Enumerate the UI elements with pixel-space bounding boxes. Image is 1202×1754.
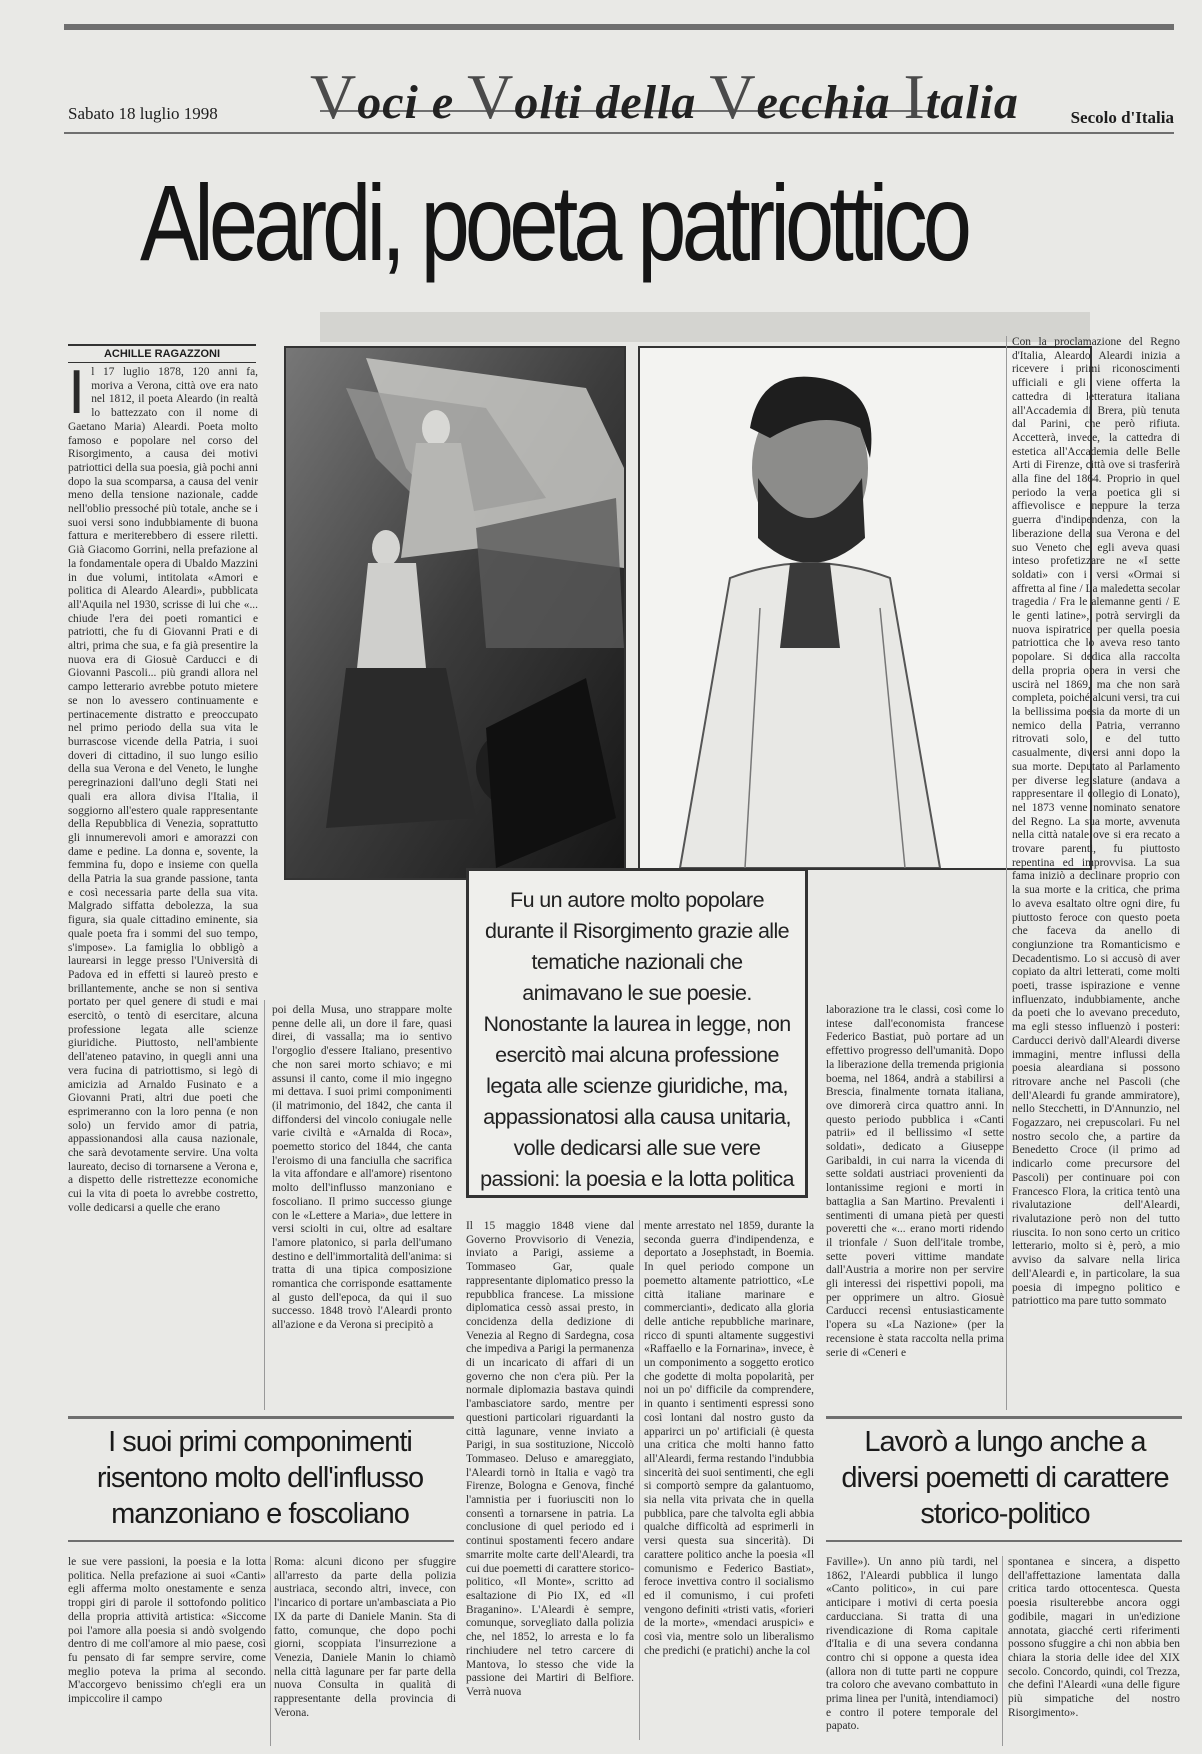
masthead-part-2: olti della (514, 76, 710, 129)
photo-banner (320, 312, 1090, 342)
issue-date: Sabato 18 luglio 1998 (68, 104, 218, 123)
column-divider (1002, 1556, 1003, 1746)
photo-painting (284, 346, 626, 880)
article-column-1 (68, 366, 258, 1246)
column-divider (270, 1556, 271, 1746)
top-rule (64, 24, 1174, 30)
masthead-cap-3: V (709, 61, 757, 132)
column-divider (264, 1000, 265, 1410)
masthead-cap-2: V (467, 61, 515, 132)
article-column-4: Con la proclamazione del Regno d'Italia, Aleardo Aleardi inizia a ricevere i primi riconoscimenti ufficiali e gli viene offerta la cattedra di letteratura italiana all'Accademia di Brera, più tenuta dal Parini, che però rifiuta. Accetterà, invece, la cattedra di estetica all'Accademia delle Belle Arti di Firenze, città ove si trasferirà alla fine del 1864. Proprio in quel periodo la vena poetica gli si affievolisce e neppure la terza guerra d'indipendenza, con la liberazione della sua Verona e del suo Veneto che egli aveva quasi inteso profetizzare ne «I sette soldati» con i versi «Ormai si affretta al fine / La maledetta secolar tragedia / Fra le alemanne genti / E le genti latine», potrà servirgli da nuova ispiratrice per quella poesia patriottica che lo aveva reso tanto popolare. Si dedica alla raccolta della propria opera in versi che uscirà nel 1869, ma che non sarà completa, poiché alcuni versi, tra cui la bellissima poesia da morte di un nemico della Patria, verranno ritrovati solo, e del tutto casualmente, diversi anni dopo la sua morte. Deputato al Parlamento per diverse legislature (andava a rappresentare il collegio di Lonato), nel 1873 venne nominato senatore del Regno. La sua morte, avvenuta nella città natale ove si era recato a trovare parenti, fu piuttosto repentina ed improvvisa. La sua fama iniziò a declinare proprio con la sua morte e la critica, che prima lo aveva esaltato oltre ogni dire, fu piuttosto feroce con questo poeta che faceva da anello di congiunzione tra Romanticismo e Decadentismo. Lo si accusò di aver copiato da altri letterati, come molti poeti, trasse ispirazione e venne influenzato, indubbiamente, anche da poeti che lo avevano preceduto, ma egli stesso influenzò i posteri: Carducci derivò dall'Aleardi diverse immagini, mentre influssi della poesia aleardiana si possono ritrovare anche nel Pascoli (che dell'Aleardi fu grande ammiratore), nello Stecchetti, in D'Annunzio, nel Fogazzaro, nei crepuscolari. Fu nel nostro secolo che, a partire da Benedetto Croce (il primo ad indicarlo come precursore del Pascoli) per continuare poi con Francesco Flora, la critica tentò una rivalutazione dell'Aleardi, rivalutazione però non del tutto riuscita. Io non sono certo un critico letterario, molto si è, però, a mio avviso da salvare nella lirica dell'Aleardi e, in particolare, la sua poesia di impegno politico e patriottico ma pare tutto sommato (1012, 336, 1180, 1308)
article-column-3: laborazione tra le classi, così come lo intese dall'economista francese Federico Bastiat, può portare ad un effettivo progresso dell'umanità. Dopo la liberazione della tremenda prigionia boema, nel 1864, andrà a stabilirsi a Brescia, finalmente tornata italiana, ove dimorerà circa quattro anni. In questo periodo pubblica i «Canti patrii» ed il bellissimo «I sette soldati», dedicato a Giuseppe Garibaldi, in cui narra la vicenda di sette soldati austriaci provenienti da lontanissime regioni e morti in battaglia a San Martino. Prevalenti i sentimenti di umana pietà per questi poveretti che «... erano morti ridendo il trionfale / Suon dell'itale trombe, sette poveri vittime mandate dall'Austria a morire non per servire gli interessi dei rispettivi popoli, ma per opprimere un altro. Giosuè Carducci recensì entusiasticamente l'opera su «La Nazione» (per la recensione è stata raccolta nella prima serie di «Ceneri e (826, 1004, 1004, 1359)
drop-cap: I (68, 366, 86, 427)
masthead-cap-4: I (903, 61, 926, 132)
subhead-right-rule-top (826, 1416, 1182, 1419)
subhead-left-rule-top (68, 1416, 454, 1419)
article-column-8: Roma: alcuni dicono per sfuggire all'arresto da parte della polizia austriaca, secondo altri, invece, con l'incarico di portare un'ambasciata a Pio IX da parte di Daniele Manin. Sta di fatto, comunque, che dopo pochi giorni, scoppiata l'insurrezione a Venezia, Daniele Manin lo chiamò nella città lagunare per far parte della nuova Consulta in qualità di rappresentante della provincia di Verona. (274, 1556, 456, 1719)
pull-quote: Fu un autore molto popolare durante il Risorgimento grazie alle tematiche nazionali che animavano le sue poesie. Nonostante la laurea in legge, non esercitò mai alcuna professione legata alle scienze giuridiche, ma, appassionatosi alla causa unitaria, volle dedicarsi alle sue vere passioni: la poesia e la lotta politica (466, 868, 808, 1198)
article-column-5: Il 15 maggio 1848 viene dal Governo Provvisorio di Venezia, inviato a Parigi, assieme a Tommaseo Gar, quale rappresentante diplomatico presso la repubblica francese. La missione diplomatica cessò assai presto, in concidenza della dedizione di Venezia al Regno di Sardegna, cosa che impediva a Parigi la permanenza di un incaricato di affari di un governo che non c'era più. Per la normale diplomazia bastava quindi l'ambasciatore sardo, mentre per questioni particolari riguardanti la città lagunare, venne inviato a Parigi, in sua sostituzione, Niccolò Tommaseo. Deluso e amareggiato, l'Aleardi tornò in Italia e vagò tra Firenze, Bologna e Genova, finché l'amnistia per i fuoriusciti non lo consentì a tornarsene in patria. La conclusione di quel periodo ed i continui spostamenti fecero andare smarrite molte carte dell'Aleardi, tra cui due poemetti di carattere storico-politico, «Il Monte», scritto ad esaltazione di Pio IX, ed «Il Braganino». L'Aleardi è sempre, comunque, sorvegliato dalla polizia che, nel 1852, lo arresta e lo fa rinchiudere nel tetro carcere di Mantova, lo stesso che vide la passione dei Martiri di Belfiore. Verrà nuova (466, 1220, 634, 1698)
masthead-part-1: oci e (357, 76, 468, 129)
subhead-left: I suoi primi componimenti risentono molto dell'influsso manzoniano e foscoliano (96, 1426, 424, 1530)
section-masthead (310, 60, 1019, 132)
subhead-right-rule-bottom (826, 1540, 1182, 1542)
headline: Aleardi, poeta patriottico (140, 162, 968, 283)
masthead-part-3: ecchia (756, 76, 904, 129)
article-column-9: Faville»). Un anno più tardi, nel 1862, l'Aleardi pubblica il lungo «Canto politico», in cui pare anticipare i motivi di certa poesia carducciana. Si tratta di una rivendicazione di Roma capitale d'Italia e di una severa condanna contro chi si oppone a questa idea (allora non di tutte parti ne coppure tra coloro che avevano combattuto in prima linea per l'unità, intendiamoci) e contro il potere temporale del papato. (826, 1556, 998, 1733)
newspaper-name: Secolo d'Italia (1070, 108, 1174, 127)
column-divider (639, 1220, 640, 1740)
masthead-part-4: talia (925, 76, 1019, 129)
header-rule (64, 132, 1174, 134)
article-column-6: mente arrestato nel 1859, durante la seconda guerra d'indipendenza, e deportato a Josephstadt, in Boemia. In quel periodo compone un poemetto altamente patriottico, «Le città italiane marinare e commercianti», dedicato alla gloria delle antiche repubbliche marinare, ricco di spunti altamente suggestivi «Raffaello e la Fornarina», invece, è un componimento a soggetto erotico che godette di molta popolarità, per noi un po' difficile da comprendere, in quanto i sentimenti espressi sono così lontani dal nostro gusto da apparirci un po' artificiali (è questa una critica che molti hanno fatto all'Aleardi, ferma restando l'indubbia sincerità dei suoi sentimenti, che egli si comportò sempre da galantuomo, sia nella vita privata che in quella pubblica, pare che talvolta egli abbia qualche difficoltà ad esprimerli in versi questa sua sincerità). Di carattere politico anche la poesia «Il comunismo e Federico Bastiat», feroce invettiva contro il socialismo ed il comunismo, i cui profeti vengono definiti «tristi vatis, «forieri de la morte», «mendaci aruspici» e così via, mentre solo un liberalismo che predichi (e pratichi) anche la col (644, 1220, 814, 1657)
subhead-right: Lavorò a lungo anche a diversi poemetti di carattere storico-politico (841, 1426, 1169, 1530)
subhead-left-rule-bottom (68, 1540, 454, 1542)
article-column-7: le sue vere passioni, la poesia e la lotta politica. Nella prefazione ai suoi «Canti» egli afferma molto onestamente e senza troppi giri di parole il sottofondo politico della propria attività artistica: «Siccome poi l'amore alla poesia si andò svolgendo dentro di me coll'amore al mio paese, così fu pensato di far sempre servire, come meglio poteva la prima al secondo. M'accorgevo benissimo ch'egli era un impiccolire il campo (68, 1556, 266, 1706)
column-1-text: l 17 luglio 1878, 120 anni fa, moriva a Verona, città ove era nato nel 1812, il poeta Aleardo (in realtà lo battezzato con il nome di Gaetano Maria) Aleardi. Poeta molto famoso e popolare nel corso del Risorgimento, a causa dei motivi patriottici della sua poesia, già pochi anni dopo la sua scomparsa, a causa del venir meno della tensione nazionale, cadde nell'oblio pressoché più totale, anche se i suoi versi sono indubbiamente di buona fattura e meriterebbero di essere riletti. Già Giacomo Gorrini, nella prefazione al la fondamentale opera di Ubaldo Mazzini in due volumi, intitolata «Amori e politica di Aleardo Aleardi», pubblicata all'Aquila nel 1930, scrisse di lui che «... chiude l'era dei poeti romantici e patriotti, che fu di Giovanni Prati e di altri, prima che sua, e fa già presentire la nuova era di Giosuè Carducci e di Giovanni Pascoli... più grandi allora nel campo letterario avrebbe potuto mietere se non lo avessero continuamente e pertinacemente distratto e preoccupato nel primo periodo della sua vita le burrascose vicende della Patria, i suoi doveri di cittadino, il suo lungo esilio della sua Verona e del Veneto, le lunghe peregrinazioni dall'uno degli Stati nei quali era allora divisa l'Italia, il soggiorno all'estero quale rappresentante della Repubblica di Venezia, soprattutto gli innumerevoli amori e amorazzi con dame e pedine. La donna e, sovente, la femmina fu, dopo e insieme con quella della Patria la sua grande passione, tanta e così necessaria parte della sua vita. Malgrado siffatta debolezza, la sua figura, sia quale cittadino eminente, sia quale poeta fra i sommi del suo tempo, s'impose». La famiglia lo obbligò a laurearsi in legge presso l'Università di Padova ed in effetti si laureò presto e brillantemente, anche se non si sentiva portato per quel genere di studi e mai esercitò, o tentò di esercitare, alcuna professione legata alle scienze giuridiche. Piuttosto, nell'ambiente dell'ateneo patavino, in quegli anni una vera fucina di patriottismo, si legò di amicizia ad Arnaldo Fusinato e a Giovanni Prati, altri due poeti che esprimeranno con la loro penna (e non solo) un fervido amor di patria, appassionandosi alla causa nazionale, che sarà devotamente servire. Una volta laureato, deciso di tornarsene a Verona e, a dispetto delle ristrettezze economiche cui la vita di poeta lo avrebbe costretto, volle dedicarsi a quelle che erano (68, 366, 258, 1214)
article-column-2: poi della Musa, uno strappare molte penne delle ali, un dore il fare, quasi direi, di vassalla; ma io sentivo l'orgoglio d'essere Italiano, presentivo che non sarei morto schiavo; e mi assunsi il canto, come il mio ingegno mi dettava. I suoi primi componimenti (il matrimonio, del 1842, che canta il diffondersi del vincolo coniugale nelle varie civiltà e «Arnalda di Roca», poemetto storico del 1844, che canta l'eroismo di una fanciulla che sacrifica la vita affondare e all'amore) risentono molto dell'influsso manzoniano e foscoliano. Il primo successo giunge con le «Lettere a Maria», due lettere in versi sciolti in cui, oltre ad esaltare l'amore platonico, si parla dell'umano destino e dell'immortalità dell'anima: si tratta di una tipica composizione romantica che corrisponde esattamente al gusto dell'epoca, da qui il suo successo. 1848 trovò l'Aleardi pronto all'azione e da Verona si precipitò a (272, 1004, 452, 1332)
masthead-cap-1: V (310, 61, 358, 132)
author-byline: ACHILLE RAGAZZONI (68, 344, 256, 363)
column-divider (1006, 336, 1007, 1410)
painting-illustration (286, 348, 624, 878)
article-column-10: spontanea e sincera, a dispetto dell'affettazione lamentata dalla critica tardo ottocentesca. Questa poesia risulterebbe ancora oggi godibile, magari in un'edizione annotata, giacché certi riferimenti possono sfuggire a chi non abbia ben chiara la storia delle idee del XIX secolo. Concordo, quindi, col Trezza, che definì l'Aleardi «una delle figure più simpatiche del nostro Risorgimento». (1008, 1556, 1180, 1719)
